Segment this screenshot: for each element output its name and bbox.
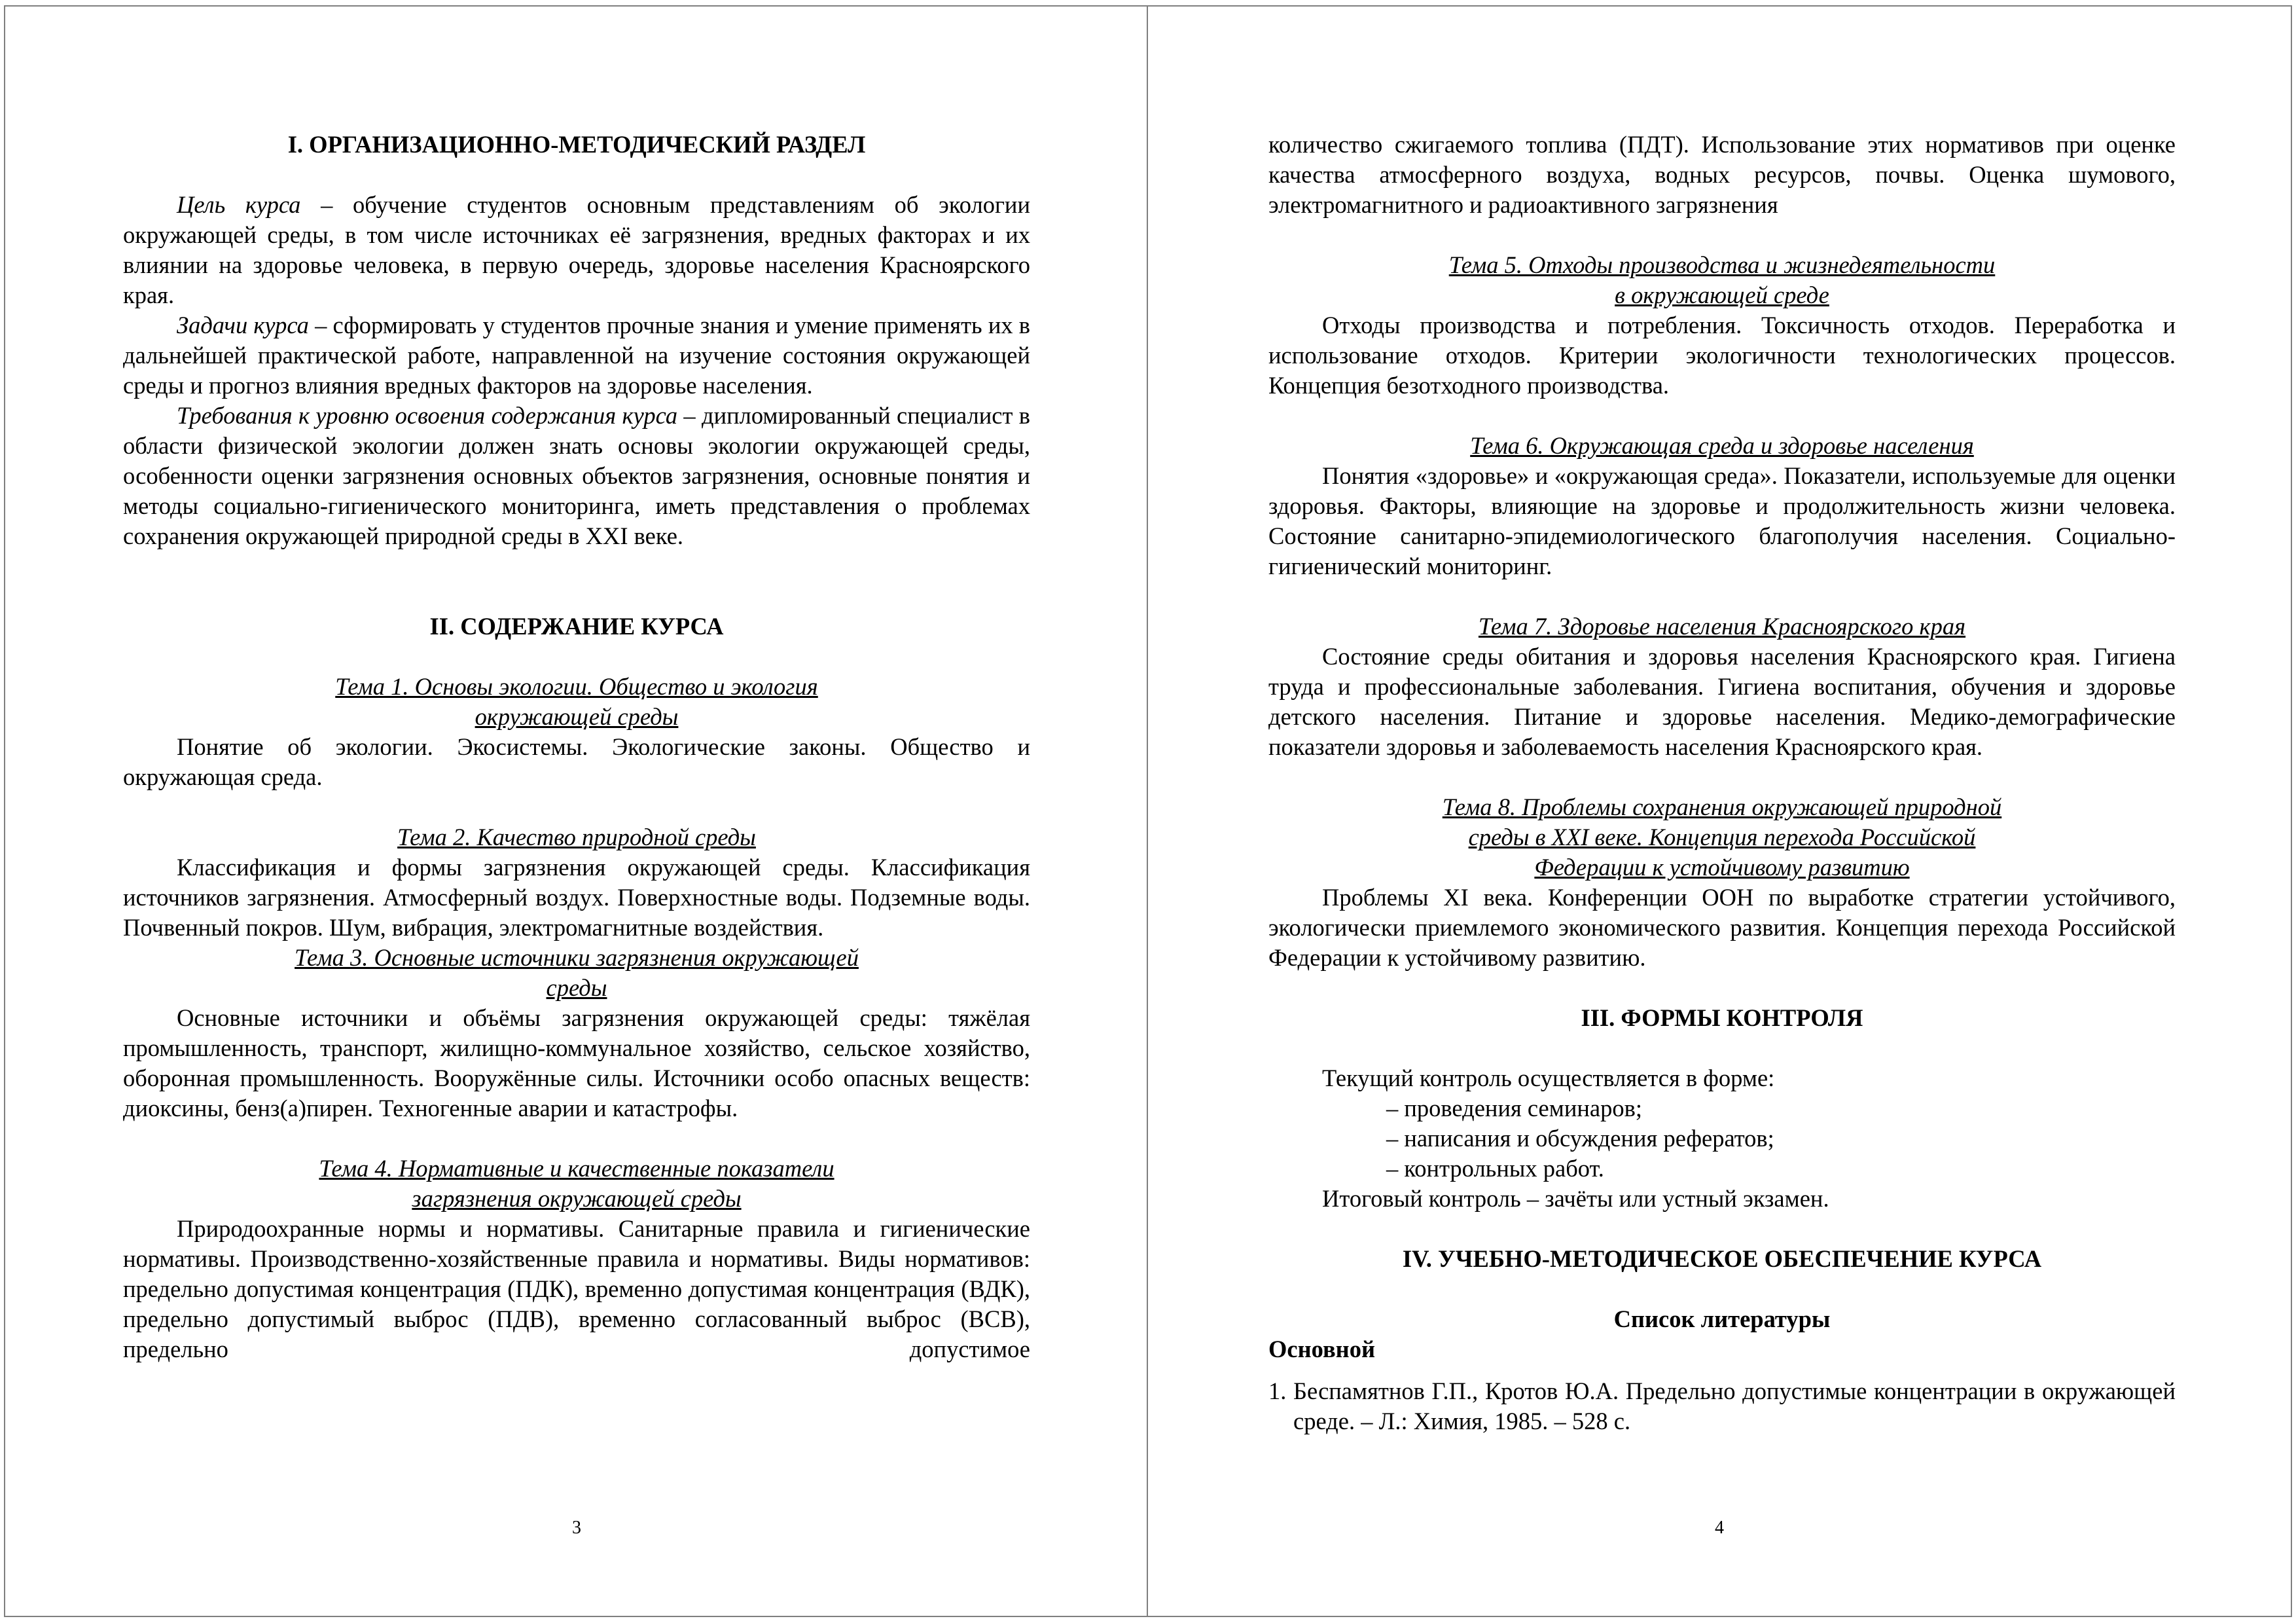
course-requirements-label: Требования к уровню освоения содержания курса bbox=[177, 402, 678, 429]
literature-list-title: Список литературы bbox=[1613, 1305, 1831, 1332]
section-title-course-content: II. СОДЕРЖАНИЕ КУРСА bbox=[429, 613, 724, 640]
topic-1-title-line-2: окружающей среды bbox=[475, 703, 679, 730]
topic-1-text: Понятие об экологии. Экосистемы. Экологические законы. Общество и окружающая среда. bbox=[123, 733, 1030, 790]
topic-5-title bbox=[1268, 250, 2176, 310]
topic-4-continuation: количество сжигаемого топлива (ПДТ). Использование этих нормативов при оценке качества атмосферного воздуха, водных ресурсов, почвы. Оценка шумового, электромагнитного и радиоактивного загрязнения bbox=[1268, 131, 2176, 218]
course-tasks-paragraph bbox=[123, 310, 1030, 401]
topic-8-title-line-1: Тема 8. Проблемы сохранения окружающей природной bbox=[1442, 793, 2002, 820]
reference-item bbox=[1268, 1376, 2176, 1436]
course-tasks-text: – сформировать у студентов прочные знания и умение применять их в дальнейшей практической работе, направленной на изучение состояния окружающей среды и прогноз влияния вредных факторов на здоровье населения. bbox=[123, 312, 1030, 399]
reference-text: Беспамятнов Г.П., Кротов Ю.А. Предельно допустимые концентрации в окружающей среде. – Л.: Химия, 1985. – 528 с. bbox=[1293, 1377, 2176, 1434]
topic-7-title bbox=[1268, 611, 2176, 642]
topic-8-text: Проблемы XI века. Конференции ООН по выработке стратегии устойчивого, экологически приемлемого экономического развития. Концепция перехода Российской Федерации к устойчивому развитию. bbox=[1268, 884, 2176, 971]
topic-3-title-line-2: среды bbox=[546, 974, 607, 1001]
topic-4-title-line-1: Тема 4. Нормативные и качественные показатели bbox=[319, 1155, 834, 1182]
topic-6-title bbox=[1268, 431, 2176, 461]
course-tasks-label: Задачи курса bbox=[177, 312, 309, 338]
topic-4-title bbox=[123, 1154, 1030, 1214]
topic-8-title-line-3: Федерации к устойчивому развитию bbox=[1534, 854, 1910, 881]
course-requirements-text: – дипломированный специалист в области физической экологии должен знать основы экологии окружающей среды, особенности оценки загрязнения основных объектов загрязнения, основные понятия и методы социально-гигиенического мониторинга, иметь представления о проблемах сохранения окружающей природной среды в XXI веке. bbox=[123, 402, 1030, 549]
page-right bbox=[1147, 5, 2292, 1617]
topic-6-title-line-1: Тема 6. Окружающая среда и здоровье населения bbox=[1470, 432, 1974, 459]
topic-7-title-line-1: Тема 7. Здоровье населения Красноярского края bbox=[1478, 613, 1966, 640]
topic-4-text: Природоохранные нормы и нормативы. Санитарные правила и гигиенические нормативы. Производственно-хозяйственные правила и нормативы. Виды нормативов: предельно допустимая концентрация (ПДК), временно допустимая концентрация (ВДК), предельно допустимый выброс (ПДВ), временно согласованный выброс (ВСВ), предельно допустимое bbox=[123, 1215, 1030, 1362]
page-right-content bbox=[1268, 130, 2176, 1436]
literature-subheading-main: Основной bbox=[1268, 1336, 1375, 1362]
topic-3-title bbox=[123, 943, 1030, 1003]
current-control-intro: Текущий контроль осуществляется в форме: bbox=[1322, 1065, 1775, 1091]
control-item: – написания и обсуждения рефератов; bbox=[1386, 1125, 1774, 1152]
section-title-organizational: I. ОРГАНИЗАЦИОННО-МЕТОДИЧЕСКИЙ РАЗДЕЛ bbox=[287, 131, 866, 158]
topic-1-title-line-1: Тема 1. Основы экологии. Общество и экология bbox=[335, 673, 818, 700]
final-control: Итоговый контроль – зачёты или устный экзамен. bbox=[1322, 1185, 1829, 1212]
topic-3-title-line-1: Тема 3. Основные источники загрязнения окружающей bbox=[295, 944, 859, 971]
topic-5-text: Отходы производства и потребления. Токсичность отходов. Переработка и использование отходов. Критерии экологичности технологических процессов. Концепция безотходного производства. bbox=[1268, 312, 2176, 399]
page-number-left: 3 bbox=[572, 1518, 581, 1538]
topic-2-title bbox=[123, 822, 1030, 852]
page-number-right: 4 bbox=[1715, 1518, 1724, 1538]
topic-2-title-line-1: Тема 2. Качество природной среды bbox=[397, 824, 756, 850]
topic-3-text: Основные источники и объёмы загрязнения окружающей среды: тяжёлая промышленность, транспорт, жилищно-коммунальное хозяйство, сельское хозяйство, оборонная промышленность. Вооружённые силы. Источники особо опасных веществ: диоксины, бенз(а)пирен. Техногенные аварии и катастрофы. bbox=[123, 1004, 1030, 1122]
course-requirements-paragraph bbox=[123, 401, 1030, 551]
course-goal-paragraph bbox=[123, 190, 1030, 310]
page-left bbox=[4, 5, 1149, 1617]
control-item: – контрольных работ. bbox=[1386, 1155, 1604, 1182]
topic-6-text: Понятия «здоровье» и «окружающая среда». Показатели, используемые для оценки здоровья. Факторы, влияющие на здоровье и продолжительность жизни человека. Состояние санитарно-эпидемиологического благополучия населения. Социально-гигиенический мониторинг. bbox=[1268, 462, 2176, 579]
course-goal-label: Цель курса bbox=[177, 191, 301, 218]
topic-8-title-line-2: среды в XXI веке. Концепция перехода Российской bbox=[1468, 824, 1976, 850]
section-title-methodological-support: IV. УЧЕБНО-МЕТОДИЧЕСКОЕ ОБЕСПЕЧЕНИЕ КУРСА bbox=[1402, 1245, 2042, 1272]
topic-4-title-line-2: загрязнения окружающей среды bbox=[412, 1185, 742, 1212]
reference-number: 1. bbox=[1268, 1377, 1287, 1404]
topic-8-title bbox=[1268, 792, 2176, 883]
course-goal-text: – обучение студентов основным представлениям об экологии окружающей среды, в том числе источниках её загрязнения, вредных факторах и их влиянии на здоровье человека, в первую очередь, здоровье населения Красноярского края. bbox=[123, 191, 1030, 308]
topic-5-title-line-2: в окружающей среде bbox=[1615, 282, 1829, 308]
section-title-control-forms: III. ФОРМЫ КОНТРОЛЯ bbox=[1581, 1004, 1863, 1031]
topic-7-text: Состояние среды обитания и здоровья населения Красноярского края. Гигиена труда и профессиональные заболевания. Гигиена воспитания, обучения и здоровье детского населения. Питание и здоровье населения. Медико-демографические показатели здоровья и заболеваемость населения Красноярского края. bbox=[1268, 643, 2176, 760]
page-left-content bbox=[123, 130, 1030, 1364]
topic-5-title-line-1: Тема 5. Отходы производства и жизнедеятельности bbox=[1448, 251, 1996, 278]
control-item: – проведения семинаров; bbox=[1386, 1095, 1642, 1122]
topic-1-title bbox=[123, 672, 1030, 732]
topic-2-text: Классификация и формы загрязнения окружающей среды. Классификация источников загрязнения. Атмосферный воздух. Поверхностные воды. Подземные воды. Почвенный покров. Шум, вибрация, электромагнитные воздействия. bbox=[123, 854, 1030, 941]
